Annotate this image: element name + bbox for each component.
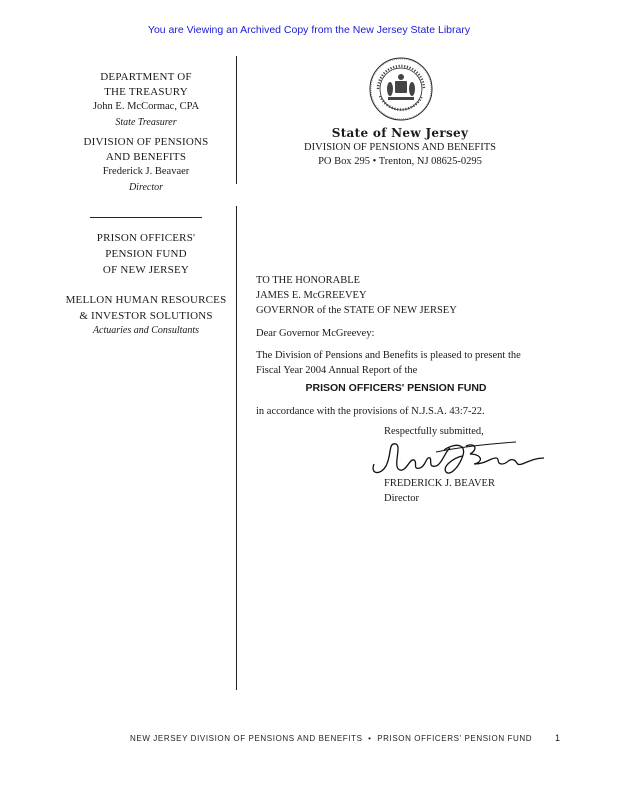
treasury-block (55, 70, 237, 195)
director-title: Director (128, 182, 164, 193)
state-seal-icon (368, 56, 434, 122)
letterhead (290, 126, 510, 169)
recipient-name: JAMES E. McGREEVEY (256, 290, 367, 301)
treasurer-name: John E. McCormac, CPA (92, 101, 200, 112)
treasurer-title: State Treasurer (115, 117, 177, 128)
fund-line3: OF NEW JERSEY (102, 264, 190, 276)
body-line1: The Division of Pensions and Benefits is pleased to present the (256, 350, 521, 361)
closing: Respectfully submitted, (384, 426, 484, 437)
vertical-rule-top (236, 56, 237, 184)
archive-banner: You are Viewing an Archived Copy from the New Jersey State Library (147, 24, 471, 36)
body-line3: in accordance with the provisions of N.J.S.A. 43:7-22. (256, 406, 485, 417)
actuary-block (55, 292, 237, 338)
vertical-rule-bottom (236, 206, 237, 690)
actuary-line1: MELLON HUMAN RESOURCES (65, 294, 227, 306)
page-number: 1 (555, 733, 561, 743)
salutation: Dear Governor McGreevey: (256, 328, 375, 339)
page-footer: NEW JERSEY DIVISION OF PENSIONS AND BENEFITS • PRISON OFFICERS' PENSION FUND (130, 734, 533, 743)
actuary-line2: & INVESTOR SOLUTIONS (79, 310, 213, 322)
fund-block (55, 230, 237, 278)
divider-rule (90, 217, 202, 218)
fund-heading: PRISON OFFICERS' PENSION FUND (305, 382, 487, 394)
director-name: Frederick J. Beavaer (102, 166, 190, 177)
signer-title: Director (384, 493, 419, 504)
fund-line2: PENSION FUND (105, 248, 187, 260)
dept-line1: DEPARTMENT OF (100, 71, 192, 83)
recipient-title: GOVERNOR of the STATE OF NEW JERSEY (256, 305, 457, 316)
division-line1: DIVISION OF PENSIONS (83, 136, 209, 148)
signer-name: FREDERICK J. BEAVER (384, 478, 495, 489)
division-name: DIVISION OF PENSIONS AND BENEFITS (304, 142, 496, 153)
fund-line1: PRISON OFFICERS' (96, 232, 196, 244)
state-name: State of New Jersey (331, 126, 469, 140)
to-line: TO THE HONORABLE (256, 275, 361, 286)
addressee-block (256, 273, 457, 318)
signer-block (384, 476, 495, 506)
body-intro (256, 348, 521, 378)
address: PO Box 295 • Trenton, NJ 08625-0295 (318, 156, 482, 167)
dept-line2: THE TREASURY (104, 86, 188, 98)
signature-icon (366, 436, 550, 480)
division-line2: AND BENEFITS (105, 151, 187, 163)
body-line2: Fiscal Year 2004 Annual Report of the (256, 365, 418, 376)
actuary-role: Actuaries and Consultants (92, 325, 200, 336)
